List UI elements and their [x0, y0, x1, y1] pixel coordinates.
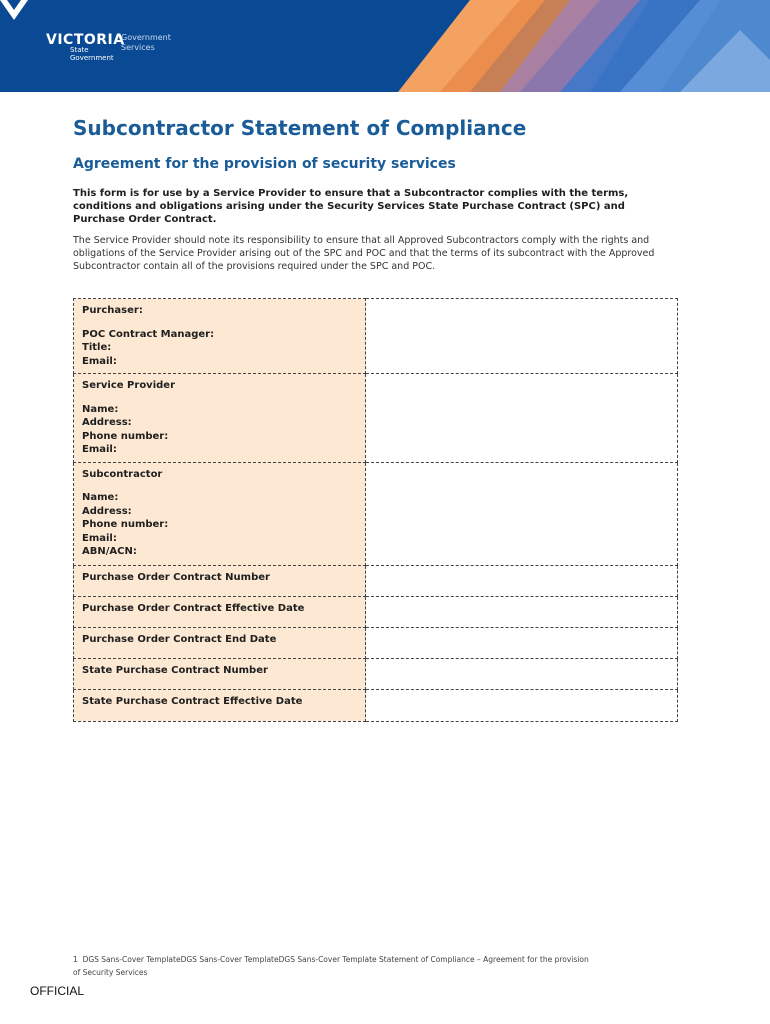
- victoria-logo-icon: [0, 0, 28, 20]
- purchaser-input[interactable]: [366, 299, 678, 374]
- service-provider-phone-label: Phone number:: [82, 430, 169, 442]
- footnote: [73, 953, 593, 979]
- service-provider-address-label: Address:: [82, 417, 132, 428]
- poc-effective-date-input[interactable]: [366, 596, 678, 627]
- subcontractor-address-label: Address:: [82, 505, 132, 517]
- footnote-text: DGS Sans-Cover TemplateDGS Sans-Cover TemplateDGS Sans-Cover Template Statement of Compliance – Agreement for the provision of Security Services: [73, 955, 589, 977]
- poc-number-label: Purchase Order Contract Number: [74, 565, 366, 596]
- service-provider-label-cell: [74, 374, 366, 463]
- poc-effective-date-row: [74, 596, 678, 627]
- logo-word: VICTORIA: [46, 32, 125, 48]
- spc-number-row: [74, 658, 678, 689]
- header-banner: [0, 0, 770, 92]
- purchaser-title-label: Title:: [82, 342, 112, 353]
- poc-end-date-label: Purchase Order Contract End Date: [74, 627, 366, 658]
- poc-end-date-row: [74, 627, 678, 658]
- service-provider-email-label: Email:: [82, 444, 117, 455]
- purchaser-row: [74, 299, 678, 374]
- page-subtitle: Agreement for the provision of security services: [73, 156, 456, 172]
- service-provider-name-label: Name:: [82, 403, 119, 415]
- purchaser-label-cell: [74, 299, 366, 374]
- purchaser-heading: Purchaser:: [82, 305, 143, 316]
- subcontractor-phone-label: Phone number:: [82, 519, 169, 530]
- subcontractor-input[interactable]: [366, 462, 678, 565]
- purchaser-email-label: Email:: [82, 355, 117, 367]
- spc-number-label: State Purchase Contract Number: [74, 658, 366, 689]
- spc-effective-date-row: [74, 689, 678, 721]
- service-provider-row: [74, 374, 678, 463]
- subcontractor-heading: Subcontractor: [82, 468, 163, 480]
- poc-effective-date-label: Purchase Order Contract Effective Date: [74, 596, 366, 627]
- poc-number-row: [74, 565, 678, 596]
- poc-end-date-input[interactable]: [366, 627, 678, 658]
- service-provider-heading: Service Provider: [82, 380, 176, 391]
- service-provider-input[interactable]: [366, 374, 678, 463]
- subcontractor-label-cell: [74, 462, 366, 565]
- subcontractor-email-label: Email:: [82, 532, 117, 544]
- spc-number-input[interactable]: [366, 658, 678, 689]
- note-paragraph: The Service Provider should note its responsibility to ensure that all Approved Subcontractors comply with the rights and obligations of the Service Provider arising out of the SPC and POC and that the terms of its subcontract with the Approved Subcontractor contain all of the provisions required under the SPC and POC.: [73, 235, 655, 272]
- subcontractor-row: [74, 462, 678, 565]
- poc-number-input[interactable]: [366, 565, 678, 596]
- page-title: Subcontractor Statement of Compliance: [73, 116, 527, 140]
- compliance-form-table: [73, 298, 678, 722]
- logo-sub: State Government: [70, 46, 114, 62]
- footnote-number: 1: [73, 955, 78, 964]
- poc-contract-manager-label: POC Contract Manager:: [82, 328, 215, 340]
- spc-effective-date-input[interactable]: [366, 689, 678, 721]
- official-marking: OFFICIAL: [30, 984, 85, 998]
- subcontractor-name-label: Name:: [82, 492, 119, 503]
- intro-paragraph: This form is for use by a Service Provider to ensure that a Subcontractor complies with the terms, conditions and obligations arising under the Security Services State Purchase Contract (SPC) and Purchase Order Contract.: [73, 188, 629, 225]
- subcontractor-abn-label: ABN/ACN:: [82, 546, 137, 557]
- spc-effective-date-label: State Purchase Contract Effective Date: [74, 689, 366, 721]
- government-services-label: Government Services: [121, 33, 171, 52]
